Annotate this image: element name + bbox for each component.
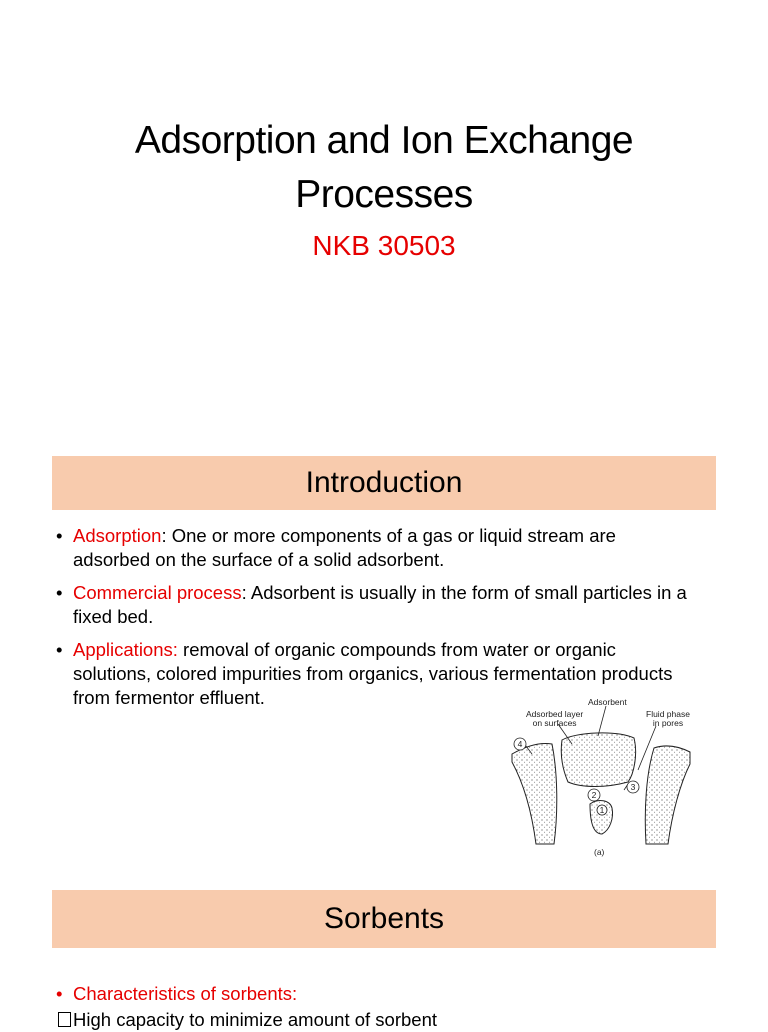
introduction-bullet-list: [56, 524, 696, 719]
title-slide: [0, 0, 768, 440]
introduction-heading: Introduction: [52, 456, 716, 510]
label-adsorbed-line1: Adsorbed layer: [526, 709, 584, 719]
sorbents-heading: Sorbents: [52, 890, 716, 948]
bullet-dot-icon: •: [56, 639, 63, 660]
marker-1: 1: [599, 805, 605, 815]
marker-2: 2: [591, 790, 597, 800]
bullet-term: Applications:: [73, 639, 178, 660]
bullet-term: Commercial process: [73, 582, 242, 603]
bullet-text: removal of organic compounds from water or organic solutions, colored impurities from organics, various fermentation products from fermentor effluent.: [73, 639, 673, 708]
label-fluid-line2: in pores: [652, 718, 684, 728]
bullet-dot-icon: •: [56, 983, 63, 1004]
slide-title-line2: Processes: [295, 173, 473, 216]
marker-4: 4: [517, 739, 523, 749]
bullet-text: : Adsorbent is usually in the form of small particles in a fixed bed.: [73, 582, 687, 627]
bullet-term: Characteristics of sorbents:: [73, 983, 298, 1004]
sorbent-sub-item: [58, 1008, 437, 1032]
right-pore-wall: [645, 746, 690, 844]
bullet-adsorption: [56, 524, 696, 572]
checkbox-glyph-icon: [58, 1012, 71, 1027]
course-code: NKB 30503: [312, 230, 456, 261]
marker-3: 3: [630, 782, 636, 792]
bullet-characteristics: [56, 982, 696, 1006]
label-fluid-phase: [646, 710, 690, 728]
adsorbent-particle: [561, 733, 635, 787]
label-adsorbed-layer: [526, 710, 583, 728]
bullet-text: : One or more components of a gas or liquid stream are adsorbed on the surface of a solid adsorbent.: [73, 525, 616, 570]
sub-item-text: High capacity to minimize amount of sorbent: [73, 1009, 438, 1030]
slide-title-line1: Adsorption and Ion Exchange: [134, 119, 634, 162]
label-adsorbent: Adsorbent: [588, 697, 627, 707]
bullet-dot-icon: •: [56, 582, 63, 603]
left-pore-wall: [512, 743, 557, 844]
bullet-commercial-process: [56, 581, 696, 629]
label-adsorbed-line2: on surfaces: [532, 718, 577, 728]
bullet-term: Adsorption: [73, 525, 162, 546]
label-fluid-line1: Fluid phase: [646, 709, 690, 719]
slide-title: [0, 114, 768, 222]
adsorbent-pore-diagram: [506, 694, 696, 864]
bullet-dot-icon: •: [56, 525, 63, 546]
diagram-caption: (a): [594, 847, 605, 857]
